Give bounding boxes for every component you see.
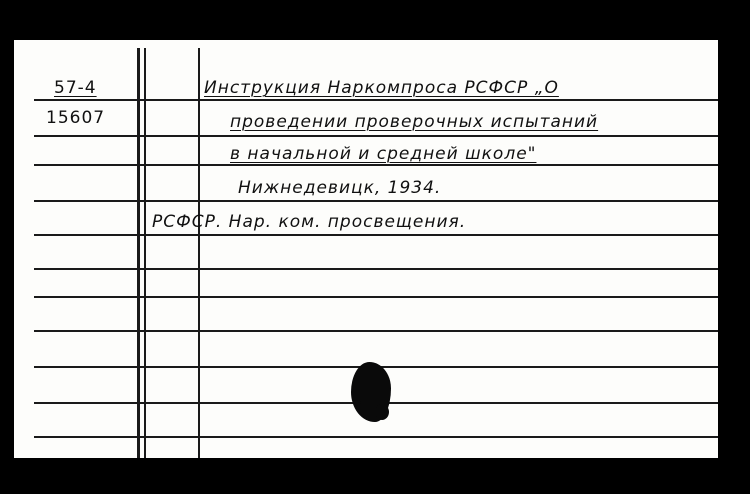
margin-line-double-left: [137, 48, 140, 458]
call-number-bottom: 15607: [46, 108, 106, 128]
call-number-top: 57-4: [54, 78, 97, 98]
margin-line-double-right: [144, 48, 146, 458]
ink-blot: [351, 362, 391, 422]
title-line-1: Инструкция Наркомпроса РСФСР „О: [204, 78, 559, 98]
title-line-3: в начальной и средней школе": [230, 144, 537, 164]
catalog-card: [14, 40, 718, 458]
imprint-line: Нижнедевицк, 1934.: [238, 178, 442, 198]
margin-line-right: [198, 48, 200, 458]
subject-heading: РСФСР. Нар. ком. просвещения.: [152, 212, 467, 232]
title-line-2: проведении проверочных испытаний: [230, 112, 599, 132]
